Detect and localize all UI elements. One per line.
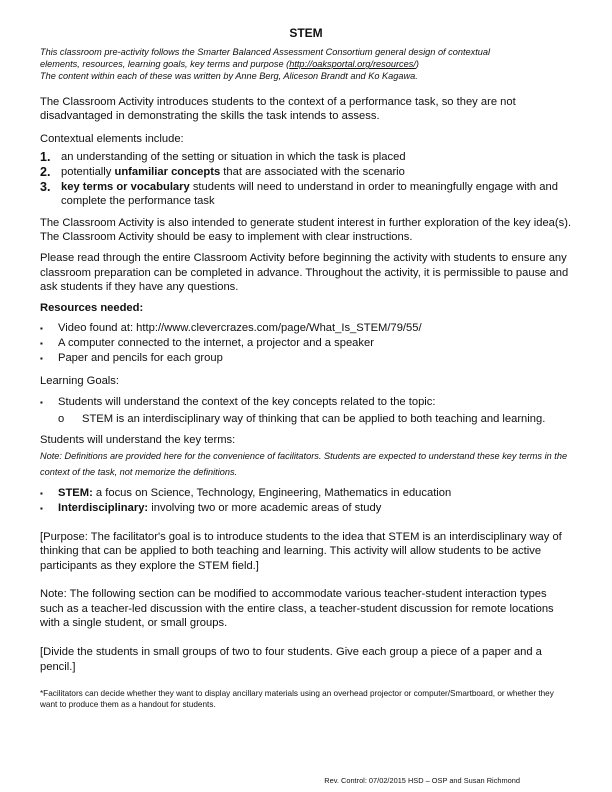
term: STEM: [58,486,93,499]
resources-list [40,321,572,366]
resources-heading-text: Resources needed: [40,301,144,314]
paragraph-activity-intro: The Classroom Activity introduces students to the context of a performance task, so they are not disadvantaged in demonstrating the skills the task intends to assess. [40,95,516,123]
list-item-bold: key terms or vocabulary [61,180,190,193]
bullet-icon: ▪ [40,339,43,349]
list-item [40,336,572,351]
list-number: 2. [40,164,51,179]
purpose-paragraph: [Purpose: The facilitator's goal is to introduce students to the idea that STEM is an interdisciplinary way of thinking that can be applied to both teaching and learning. This activity will allow students to be active participants as they explore the STEM field.] [40,530,562,572]
intro-line-2-text: elements, resources, learning goals, key terms and purpose ( [40,59,290,70]
intro-note [40,46,572,83]
list-item-text: A computer connected to the internet, a projector and a speaker [58,337,374,350]
sub-bullet-icon: o [58,412,65,425]
list-item-bold: an understanding of the setting or situation [61,151,273,164]
bullet-icon: ▪ [40,503,43,513]
intro-line-2-close: ) [415,59,419,70]
document-title: STEM [289,26,323,40]
note-paragraph: Note: The following section can be modified to accommodate various teacher-student interaction types such as a teacher-led discussion with the entire class, a teacher-student discussion for remote locations with a single student, or small groups. [40,588,554,630]
list-item-text: Students will understand the context of the key concepts related to the topic: [58,395,436,408]
revision-control: Rev. Control: 07/02/2015 HSD – OSP and Susan Richmond [324,776,520,785]
intro-line-1: This classroom pre-activity follows the Smarter Balanced Assessment Consortium general design of contextual [40,47,491,57]
definitions-note: Note: Definitions are provided here for the convenience of facilitators. Students are expected to understand these key terms in the context of the task, not memorize the definitions. [40,450,568,477]
resources-heading [40,301,572,316]
list-item-text: Paper and pencils for each group [58,352,223,365]
list-item [40,486,572,501]
list-number: 1. [40,150,51,165]
terms-heading: Students will understand the key terms: [40,433,236,446]
footnote: *Facilitators can decide whether they want to display ancillary materials using an overhead projector or computer/Smartboard, or whether they want to produce them as a handout for students. [40,689,554,710]
list-item [40,501,572,516]
contextual-heading: Contextual elements include: [40,132,184,145]
list-item-text: in which the task is placed [272,151,406,164]
goals-subitem [40,412,572,427]
goals-list [40,395,572,410]
term: Interdisciplinary: [58,501,149,514]
intro-line-2 [40,58,572,70]
divide-paragraph: [Divide the students in small groups of two to four students. Give each group a piece of a paper and a pencil.] [40,646,542,673]
resources-link[interactable]: http://oaksportal.org/resources/ [289,59,416,70]
list-item [40,351,572,366]
bullet-icon: ▪ [40,324,43,334]
paragraph-read-through: Please read through the entire Classroom Activity before beginning the activity with students to ensure any classroom preparation can be completed in advance. Throughout the activity, it is permissible to pause and ask students if they have any questions. [40,251,569,294]
list-number: 3. [40,179,51,194]
terms-list [40,486,572,516]
list-item [40,180,572,209]
contextual-list [40,150,572,208]
list-item [40,150,572,165]
paragraph-interest: The Classroom Activity is also intended to generate student interest in further exploration of the key idea(s). The Classroom Activity should be easy to implement with clear instructions. [40,216,572,244]
list-item-text: that are associated with the scenario [220,165,405,178]
definition: involving two or more academic areas of study [148,501,382,514]
definition: a focus on Science, Technology, Engineering, Mathematics in education [92,486,452,499]
list-item [40,395,572,410]
goals-heading: Learning Goals: [40,375,119,388]
bullet-icon: ▪ [40,354,43,364]
list-item [40,165,572,180]
intro-line-3: The content within each of these was written by Anne Berg, Aliceson Brandt and Ko Kagawa. [40,71,418,82]
list-item-bold: unfamiliar concepts [114,165,221,178]
bullet-icon: ▪ [40,397,43,407]
list-item [40,321,572,336]
list-item-text: potentially [61,165,115,178]
list-item-text: students will need to understand in order to meaningfully engage with and complete the performance task [61,180,558,208]
subitem-text: STEM is an interdisciplinary way of thinking that can be applied to both teaching and learning. [82,412,546,425]
bullet-icon: ▪ [40,488,43,498]
list-item-text: Video found at: http://www.clevercrazes.com/page/What_Is_STEM/79/55/ [58,322,422,335]
